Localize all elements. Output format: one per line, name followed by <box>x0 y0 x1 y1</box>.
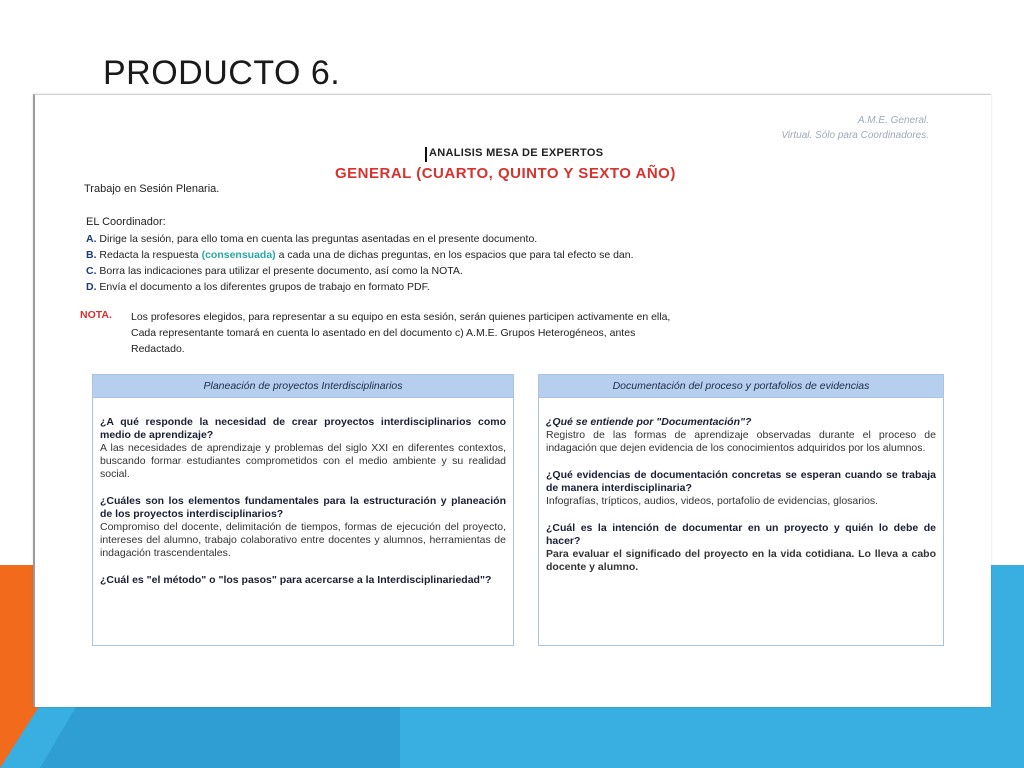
answer: Registro de las formas de aprendizaje observadas durante el proceso de indagación que dejen evidencia de los conocimientos adquiridos por los alumnos. <box>546 429 936 454</box>
question: ¿Qué evidencias de documentación concretas se esperan cuando se trabaja de manera interdisciplinaria? <box>546 469 936 494</box>
document-meta <box>781 113 929 143</box>
meta-line-2: Virtual. Sólo para Coordinadores. <box>781 130 929 141</box>
instruction-item: B. Redacta la respuesta (consensuada) a cada una de dichas preguntas, en los espacios que para tal efecto se dan. <box>86 249 634 261</box>
meta-line-1: A.M.E. General. <box>857 115 929 126</box>
instruction-item: D. Envía el documento a los diferentes grupos de trabajo en formato PDF. <box>86 281 430 293</box>
panel-header: Documentación del proceso y portafolios de evidencias <box>539 375 943 398</box>
coordinator-label: EL Coordinador: <box>86 216 166 228</box>
panel-interdisciplinary-planning <box>92 374 514 646</box>
answer: Para evaluar el significado del proyecto en la vida cotidiana. Lo lleva a cabo docente y alumno. <box>546 548 936 573</box>
background-blue-accent <box>40 700 400 768</box>
panel-body <box>93 398 513 587</box>
answer: Compromiso del docente, delimitación de tiempos, formas de ejecución del proyecto, intereses del alumno, trabajo colaborativo entre docentes y alumnos, herramientas de indagación trascendentales. <box>100 521 506 559</box>
document-subtitle: ANALISIS MESA DE EXPERTOS <box>429 147 604 159</box>
question: ¿A qué responde la necesidad de crear proyectos interdisciplinarios como medio de aprendizaje? <box>100 416 506 441</box>
question: ¿Cuál es la intención de documentar en un proyecto y quién lo debe de hacer? <box>546 522 936 547</box>
answer: Infografías, trípticos, audios, videos, portafolio de evidencias, glosarios. <box>546 495 879 507</box>
panel-body <box>539 398 943 574</box>
instruction-list <box>86 231 634 295</box>
note-text: Los profesores elegidos, para representar a su equipo en esta sesión, serán quienes participen activamente en ella, Cada representante tomará en cuenta lo asentado en del documento c) A.M.E. Grupos Heterogéneos, antes Redactado. <box>131 311 671 355</box>
panel-documentation-portfolio <box>538 374 944 646</box>
document-image <box>33 94 991 707</box>
question: ¿Cuál es "el método" o "los pasos" para acercarse a la Interdisciplinariedad"? <box>100 574 492 586</box>
instruction-item: A. Dirige la sesión, para ello toma en cuenta las preguntas asentadas en el presente documento. <box>86 233 538 245</box>
consensuada-highlight: (consensuada) <box>201 249 276 261</box>
text-cursor <box>425 147 427 162</box>
question: ¿Qué se entiende por "Documentación"? <box>546 416 752 428</box>
slide-title: PRODUCTO 6. <box>103 54 341 92</box>
panel-header: Planeación de proyectos Interdisciplinarios <box>93 375 513 398</box>
document-heading: GENERAL (CUARTO, QUINTO Y SEXTO AÑO) <box>335 165 676 182</box>
question: ¿Cuáles son los elementos fundamentales para la estructuración y planeación de los proyectos interdisciplinarios? <box>100 495 506 520</box>
plenary-label: Trabajo en Sesión Plenaria. <box>84 183 220 195</box>
instruction-item: C. Borra las indicaciones para utilizar el presente documento, así como la NOTA. <box>86 265 463 277</box>
answer: A las necesidades de aprendizaje y problemas del siglo XXI en diferentes contextos, buscando formar estudiantes comprometidos con el medio ambiente y su realidad social. <box>100 442 506 480</box>
note-label: NOTA. <box>80 309 112 321</box>
